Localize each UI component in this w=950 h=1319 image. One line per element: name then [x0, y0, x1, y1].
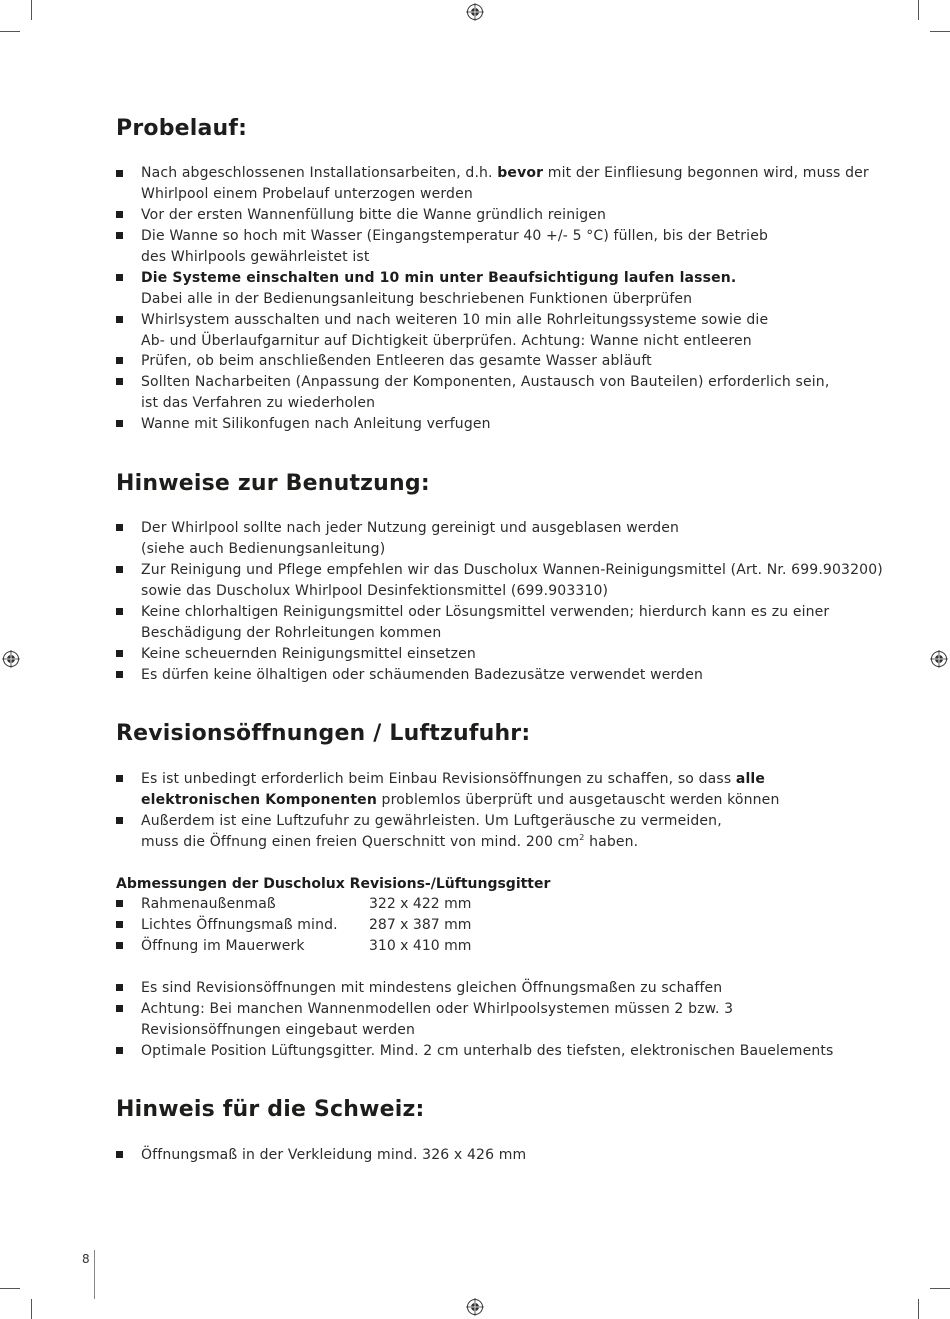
list-item: Optimale Position Lüftungsgitter. Mind. 2 cm unterhalb des tiefsten, elektronischen Bauelements [141, 1043, 834, 1059]
dimension-value: 287 x 387 mm [369, 917, 472, 933]
bullet-icon [116, 942, 123, 949]
bullet-icon [116, 1151, 123, 1158]
list-item-continuation: Whirlpool einem Probelauf unterzogen werden [141, 186, 473, 202]
crop-mark [31, 1299, 32, 1319]
dimension-value: 310 x 410 mm [369, 938, 472, 954]
crop-mark [0, 31, 20, 32]
list-item: Wanne mit Silikonfugen nach Anleitung verfugen [141, 416, 491, 432]
list-item: Es dürfen keine ölhaltigen oder schäumenden Badezusätze verwendet werden [141, 667, 704, 683]
dimensions-subheading: Abmessungen der Duscholux Revisions-/Lüftungsgitter [116, 876, 551, 892]
bold-text: bevor [497, 165, 544, 181]
list-item-continuation: Revisionsöffnungen eingebaut werden [141, 1022, 416, 1038]
section-title-probelauf: Probelauf: [116, 116, 248, 141]
dimension-value: 322 x 422 mm [369, 896, 472, 912]
dimension-label: Lichtes Öffnungsmaß mind. [141, 917, 338, 933]
list-item: Keine scheuernden Reinigungsmittel einsetzen [141, 646, 476, 662]
bullet-icon [116, 316, 123, 323]
list-item: Sollten Nacharbeiten (Anpassung der Komponenten, Austausch von Bauteilen) erforderlich sein, [141, 374, 830, 390]
list-item: Außerdem ist eine Luftzufuhr zu gewährleisten. Um Luftgeräusche zu vermeiden, [141, 813, 722, 829]
crop-mark [31, 0, 32, 20]
list-item [141, 163, 869, 184]
list-item: Zur Reinigung und Pflege empfehlen wir das Duscholux Wannen-Reinigungsmittel (Art. Nr. 699.903200) [141, 562, 883, 578]
text-segment: problemlos überprüft und ausgetauscht werden können [376, 792, 780, 808]
page-number: 8 [82, 1252, 90, 1266]
crop-mark [0, 1288, 20, 1289]
text-segment: Nach abgeschlossenen Installationsarbeiten, d.h. [141, 165, 498, 181]
bullet-icon [116, 608, 123, 615]
crop-mark [930, 31, 950, 32]
bullet-icon [116, 524, 123, 531]
list-item-continuation: Dabei alle in der Bedienungsanleitung beschriebenen Funktionen überprüfen [141, 291, 693, 307]
section-title-revision: Revisionsöffnungen / Luftzufuhr: [116, 721, 531, 746]
list-item: Keine chlorhaltigen Reinigungsmittel oder Lösungsmittel verwenden; hierdurch kann es zu einer [141, 604, 830, 620]
text-segment: Es ist unbedingt erforderlich beim Einbau Revisionsöffnungen zu schaffen, so dass [141, 771, 736, 787]
dimension-label: Rahmenaußenmaß [141, 896, 276, 912]
text-segment: mit der Einfliesung begonnen wird, muss der [543, 165, 869, 181]
list-item: Der Whirlpool sollte nach jeder Nutzung gereinigt und ausgeblasen werden [141, 520, 680, 536]
bullet-icon [116, 775, 123, 782]
bold-text: alle [735, 771, 766, 787]
bullet-icon [116, 378, 123, 385]
list-item-continuation: des Whirlpools gewährleistet ist [141, 249, 370, 265]
registration-mark-icon [466, 1298, 484, 1316]
list-item: Vor der ersten Wannenfüllung bitte die Wanne gründlich reinigen [141, 207, 607, 223]
bold-text: elektronischen Komponenten [141, 792, 377, 808]
list-item [141, 769, 765, 790]
registration-mark-icon [930, 650, 948, 668]
registration-mark-icon [466, 3, 484, 21]
list-item-continuation [141, 790, 779, 811]
bullet-icon [116, 900, 123, 907]
text-segment: muss die Öffnung einen freien Querschnitt von mind. 200 cm [141, 834, 580, 850]
bullet-icon [116, 232, 123, 239]
list-item: Prüfen, ob beim anschließenden Entleeren das gesamte Wasser abläuft [141, 353, 652, 369]
list-item-continuation: (siehe auch Bedienungsanleitung) [141, 541, 386, 557]
list-item: Es sind Revisionsöffnungen mit mindestens gleichen Öffnungsmaßen zu schaffen [141, 980, 723, 996]
list-item: Die Systeme einschalten und 10 min unter Beaufsichtigung laufen lassen. [141, 270, 737, 286]
bullet-icon [116, 170, 123, 177]
bullet-icon [116, 984, 123, 991]
text-segment: haben. [584, 834, 639, 850]
superscript: 2 [579, 833, 585, 842]
section-title-schweiz: Hinweis für die Schweiz: [116, 1097, 425, 1122]
bullet-icon [116, 420, 123, 427]
bullet-icon [116, 671, 123, 678]
list-item-continuation: Beschädigung der Rohrleitungen kommen [141, 625, 442, 641]
bullet-icon [116, 817, 123, 824]
crop-mark [918, 1299, 919, 1319]
bullet-icon [116, 357, 123, 364]
registration-mark-icon [2, 650, 20, 668]
section-title-benutzung: Hinweise zur Benutzung: [116, 471, 430, 496]
list-item-continuation [141, 832, 638, 853]
bullet-icon [116, 921, 123, 928]
list-item-continuation: Ab- und Überlaufgarnitur auf Dichtigkeit überprüfen. Achtung: Wanne nicht entleeren [141, 333, 752, 349]
dimension-label: Öffnung im Mauerwerk [141, 938, 305, 954]
list-item: Öffnungsmaß in der Verkleidung mind. 326 x 426 mm [141, 1147, 527, 1163]
bullet-icon [116, 274, 123, 281]
crop-mark [930, 1288, 950, 1289]
list-item: Achtung: Bei manchen Wannenmodellen oder Whirlpoolsystemen müssen 2 bzw. 3 [141, 1001, 734, 1017]
list-item: Whirlsystem ausschalten und nach weiteren 10 min alle Rohrleitungssysteme sowie die [141, 312, 769, 328]
list-item-continuation: sowie das Duscholux Whirlpool Desinfektionsmittel (699.903310) [141, 583, 609, 599]
bullet-icon [116, 1005, 123, 1012]
list-item: Die Wanne so hoch mit Wasser (Eingangstemperatur 40 +/- 5 °C) füllen, bis der Betrieb [141, 228, 769, 244]
bullet-icon [116, 566, 123, 573]
bullet-icon [116, 211, 123, 218]
page-number-rule [94, 1250, 95, 1299]
bullet-icon [116, 650, 123, 657]
list-item-continuation: ist das Verfahren zu wiederholen [141, 395, 376, 411]
bullet-icon [116, 1047, 123, 1054]
crop-mark [918, 0, 919, 20]
